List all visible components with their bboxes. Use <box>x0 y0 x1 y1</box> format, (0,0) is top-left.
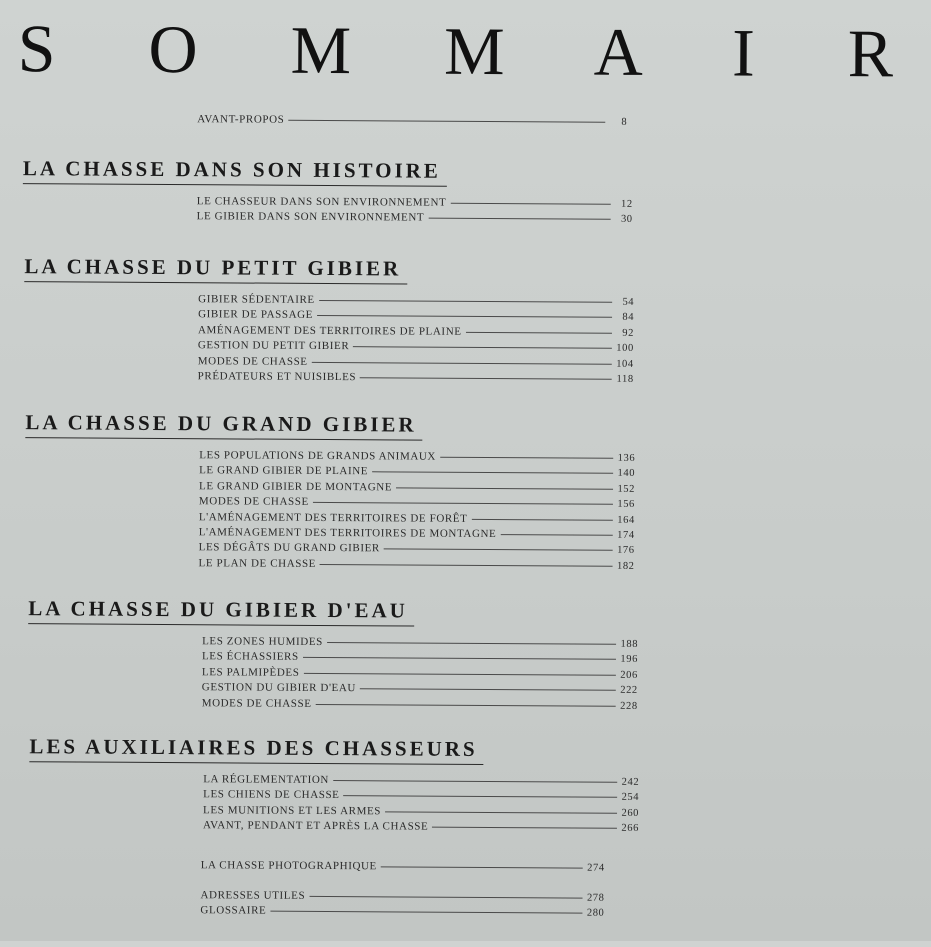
toc-entry <box>202 697 638 715</box>
toc-entry-page: 156 <box>617 498 635 511</box>
section-heading: LES AUXILIAIRES DES CHASSEURS <box>29 734 483 765</box>
leader-line <box>313 502 613 505</box>
extra-entries <box>200 889 604 922</box>
toc-entry-label: GESTION DU PETIT GIBIER <box>197 339 350 353</box>
toc-entry-label: LA CHASSE PHOTOGRAPHIQUE <box>200 859 377 873</box>
leader-line <box>316 704 616 707</box>
toc-entry-page: 152 <box>617 483 636 495</box>
toc-entry-page: 182 <box>616 560 635 572</box>
toc-entry-page: 84 <box>622 312 635 324</box>
toc-entry <box>198 370 634 388</box>
leader-line <box>303 657 616 660</box>
leader-line <box>327 642 616 645</box>
leader-line <box>396 487 613 489</box>
toc-entry-label: LES ZONES HUMIDES <box>202 635 323 648</box>
toc-entry-label: AVANT, PENDANT ET APRÈS LA CHASSE <box>202 819 429 833</box>
toc-entry-label: ADRESSES UTILES <box>200 889 306 902</box>
toc-list <box>197 195 633 228</box>
toc-entry-page: 54 <box>622 296 635 308</box>
toc-entry-page: 228 <box>620 700 638 712</box>
toc-entry-page: 92 <box>622 327 635 339</box>
toc-list <box>199 449 636 575</box>
leader-line <box>353 346 612 349</box>
section-heading: LA CHASSE DANS SON HISTOIRE <box>23 156 447 187</box>
leader-line <box>312 361 612 364</box>
toc-entry-label: GESTION DU GIBIER D'EAU <box>201 681 357 695</box>
toc-entry-label: MODES DE CHASSE <box>201 696 312 710</box>
toc-entry-label: PRÉDATEURS ET NUISIBLES <box>197 370 357 384</box>
leader-line <box>319 300 612 303</box>
toc-entry-page: 164 <box>617 514 635 526</box>
leader-line <box>471 518 612 520</box>
toc-entry-page: 174 <box>617 529 635 541</box>
leader-line <box>344 796 618 799</box>
section-auxiliaires <box>29 734 640 837</box>
toc-list <box>202 635 638 715</box>
section-petit-gibier <box>24 254 635 388</box>
toc-entry-page: 196 <box>620 654 639 666</box>
toc-entry-label: MODES DE CHASSE <box>197 354 308 368</box>
toc-entry <box>199 557 635 575</box>
toc-entry <box>203 819 639 837</box>
toc-entry-page: 12 <box>621 198 633 210</box>
toc-entry-label: LES MUNITIONS ET LES ARMES <box>203 804 382 818</box>
leader-line <box>385 811 617 813</box>
toc-entry-page: 274 <box>587 862 605 874</box>
toc-entry-page: 140 <box>617 468 636 480</box>
toc-entry-label: LES DÉGÂTS DU GRAND GIBIER <box>198 541 380 555</box>
section-heading: LA CHASSE DU GRAND GIBIER <box>25 410 422 440</box>
toc-entry-page: 206 <box>620 669 638 681</box>
extra-entries <box>201 859 605 877</box>
section-gibier-eau <box>28 596 639 715</box>
toc-entry-page: 100 <box>616 342 634 355</box>
toc-entry-label: LES CHIENS DE CHASSE <box>203 788 340 802</box>
leader-line <box>440 457 613 459</box>
leader-line <box>500 534 612 536</box>
toc-entry-page: 280 <box>586 907 605 920</box>
toc-entry-page: 260 <box>621 807 640 819</box>
toc-entry-page: 242 <box>621 776 640 788</box>
toc-entry <box>197 211 633 229</box>
toc-list <box>198 293 635 388</box>
toc-entry-page: 30 <box>620 214 633 226</box>
page-title: S O M M A I R <box>17 10 931 92</box>
leader-line <box>360 688 616 691</box>
toc-entry-label: AMÉNAGEMENT DES TERRITOIRES DE PLAINE <box>197 323 462 338</box>
leader-line <box>450 203 610 205</box>
toc-list <box>203 773 639 837</box>
toc-entry-label: GIBIER DE PASSAGE <box>198 308 314 322</box>
section-heading: LA CHASSE DU PETIT GIBIER <box>24 254 407 284</box>
toc-entry-label: LES ÉCHASSIERS <box>201 650 299 664</box>
toc-entry <box>201 859 605 877</box>
leader-line <box>432 827 617 829</box>
toc-entry-label: GIBIER SÉDENTAIRE <box>198 293 315 306</box>
leader-line <box>466 332 612 334</box>
leader-line <box>303 673 615 676</box>
section-heading: LA CHASSE DU GIBIER D'EAU <box>28 596 414 626</box>
toc-entry-label: L'AMÉNAGEMENT DES TERRITOIRES DE MONTAGNE <box>198 526 497 540</box>
toc-entry-page: 188 <box>620 638 639 650</box>
toc-entry-page: 104 <box>616 358 634 370</box>
leader-line <box>270 911 582 914</box>
toc-entry-page: 136 <box>617 452 636 464</box>
toc-entry-page: 118 <box>616 373 634 385</box>
avant-propos-entry <box>197 113 627 131</box>
toc-entry-label: LE GRAND GIBIER DE MONTAGNE <box>198 480 393 494</box>
leader-line <box>381 866 583 868</box>
leader-line <box>320 564 613 567</box>
leader-line <box>288 120 605 123</box>
leader-line <box>317 315 612 318</box>
toc-entry-label: LE GIBIER DANS SON ENVIRONNEMENT <box>196 210 425 224</box>
section-grand-gibier <box>25 410 636 575</box>
toc-entry-label: LE PLAN DE CHASSE <box>198 556 317 570</box>
leader-line <box>384 549 613 551</box>
toc-entry <box>200 905 604 923</box>
section-histoire <box>23 156 633 229</box>
toc-entry-label: LE CHASSEUR DANS SON ENVIRONNEMENT <box>196 195 447 209</box>
toc-entry <box>197 113 627 131</box>
toc-entry-label: MODES DE CHASSE <box>198 495 309 509</box>
toc-entry-page: 278 <box>586 892 605 904</box>
leader-line <box>309 896 582 899</box>
toc-entry-label: LA RÉGLEMENTATION <box>203 773 330 787</box>
toc-entry-label: L'AMÉNAGEMENT DES TERRITOIRES DE FORÊT <box>198 510 468 525</box>
toc-entry-label: LES PALMIPÈDES <box>201 666 300 679</box>
leader-line <box>333 780 617 783</box>
leader-line <box>360 377 612 380</box>
toc-entry-page: 254 <box>621 792 640 804</box>
toc-entry-page: 266 <box>621 822 639 835</box>
toc-entry-label: LES POPULATIONS DE GRANDS ANIMAUX <box>199 449 437 463</box>
toc-entry-page: 176 <box>617 545 635 557</box>
toc-entry-label: AVANT-PROPOS <box>197 113 285 126</box>
toc-entry-label: GLOSSAIRE <box>200 904 267 918</box>
leader-line <box>372 472 613 474</box>
toc-entry-label: LE GRAND GIBIER DE PLAINE <box>199 464 369 478</box>
toc-entry-page: 222 <box>620 684 638 697</box>
toc-entry-page: 8 <box>621 116 628 128</box>
leader-line <box>428 218 610 220</box>
